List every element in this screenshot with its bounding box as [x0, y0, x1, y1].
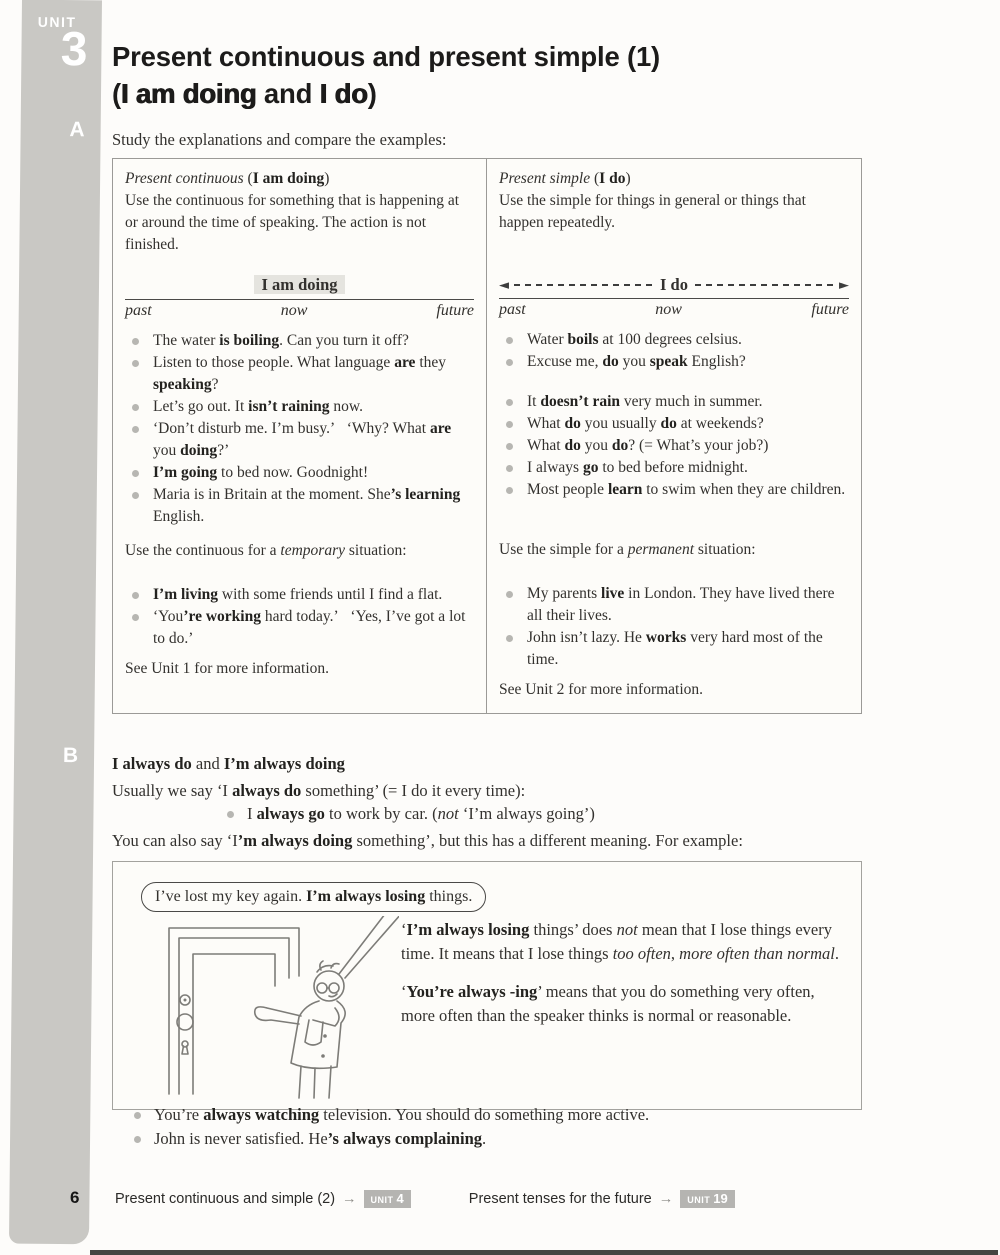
timeline-label: I do: [660, 275, 688, 294]
timeline-past: past: [499, 301, 526, 318]
footer-link-unit19: [469, 1190, 735, 1208]
section-b-final-examples: [112, 1103, 892, 1151]
arrow-right-icon: ►: [839, 277, 850, 293]
example-bullet: I always go to work by car. (not ‘I’m always going’): [112, 802, 860, 825]
section-b-heading: I always do and I’m always doing: [112, 754, 345, 773]
section-a-marker: A: [69, 118, 85, 142]
example-bullet: I’m going to bed now. Goodnight!: [125, 462, 474, 484]
example-bullet: John is never satisfied. He’s always complaining.: [112, 1127, 892, 1151]
example-bullet: Listen to those people. What language are they speaking?: [125, 352, 474, 396]
arrow-right-icon: →: [658, 1191, 674, 1207]
example-bullet: My parents live in London. They have lived there all their lives.: [499, 583, 849, 627]
timeline-label: I am doing: [254, 275, 344, 294]
page-title: [112, 38, 660, 112]
illustration-box: [112, 861, 862, 1110]
example-bullet: Maria is in Britain at the moment. She’s learning English.: [125, 484, 474, 528]
explanation-para2: ‘You’re always -ing’ means that you do something very often, more often than the speaker thinks is normal or reasonable.: [401, 982, 815, 1025]
section-b-para2: You can also say ‘I’m always doing something’, but this has a different meaning. For example:: [112, 831, 743, 850]
example-bullet: Let’s go out. It isn’t raining now.: [125, 396, 474, 418]
speech-bubble: I’ve lost my key again. I’m always losing things.: [141, 882, 486, 912]
timeline-now: now: [655, 301, 682, 318]
timeline-now: now: [280, 302, 308, 319]
example-bullet: I’m living with some friends until I find a flat.: [125, 584, 474, 606]
footer-cross-references: [115, 1190, 735, 1208]
man-at-door-illustration: [149, 916, 399, 1101]
example-bullet: John isn’t lazy. He works very hard most of the time.: [499, 627, 849, 671]
left-column-rule: Use the continuous for something that is happening at or around the time of speaking. The action is not finished.: [125, 192, 460, 253]
arrow-right-icon: →: [342, 1191, 357, 1207]
section-b: [112, 752, 860, 1110]
footer-link-label: Present continuous and simple (2): [115, 1191, 336, 1207]
footer-link-unit4: [115, 1190, 411, 1208]
example-bullet: What do you usually do at weekends?: [499, 413, 849, 435]
section-b-para1: Usually we say ‘I always do something’ (= I do it every time):: [112, 781, 526, 800]
explanation-para1: ‘I’m always losing things’ does not mean that I lose things every time. It means that I lose things too often, more often than normal.: [401, 920, 839, 963]
example-bullet: Most people learn to swim when they are children.: [499, 479, 849, 501]
explanation-text: [401, 918, 847, 1028]
simple-examples-repeated: [499, 391, 849, 501]
timeline-future: future: [436, 302, 474, 319]
permanent-subheading: Use the simple for a permanent situation:: [499, 541, 756, 558]
temporary-subheading: Use the continuous for a temporary situation:: [125, 542, 407, 559]
example-bullet: The water is boiling. Can you turn it off?: [125, 330, 474, 352]
section-a-intro: Study the explanations and compare the examples:: [112, 130, 447, 149]
temporary-examples: [125, 584, 474, 650]
unit-19-badge: UNIT 19: [680, 1190, 734, 1208]
dashed-line: [695, 284, 834, 286]
footer-link-label: Present tenses for the future: [468, 1191, 652, 1207]
page-number: 6: [70, 1188, 80, 1207]
example-bullet: It doesn’t rain very much in summer.: [499, 391, 849, 413]
permanent-examples: [499, 583, 849, 671]
comparison-table: [112, 158, 862, 714]
right-column-rule: Use the simple for things in general or things that happen repeatedly.: [499, 192, 806, 231]
simple-timeline: [499, 274, 849, 321]
simple-examples-general: [499, 329, 849, 373]
left-column-heading: Present continuous (I am doing): [125, 170, 330, 187]
see-unit-2-note: See Unit 2 for more information.: [499, 681, 704, 698]
present-simple-column: [487, 159, 861, 713]
example-bullet: ‘You’re working hard today.’ ‘Yes, I’ve got a lot to do.’: [125, 606, 474, 650]
see-unit-1-note: See Unit 1 for more information.: [125, 660, 330, 677]
unit-word-label: UNIT: [37, 13, 77, 31]
title-line1: Present continuous and present simple (1): [112, 41, 661, 72]
section-b-marker: B: [62, 744, 79, 768]
continuous-timeline: [125, 274, 474, 322]
example-bullet: Excuse me, do you speak English?: [499, 351, 849, 373]
title-line2: (I am doing and I do): [112, 78, 377, 109]
page-edge-shadow: [90, 1250, 998, 1255]
example-bullet: ‘Don’t disturb me. I’m busy.’ ‘Why? What are you doing?’: [125, 418, 474, 462]
section-b-example: [112, 802, 860, 825]
example-bullet: What do you do? (= What’s your job?): [499, 435, 849, 457]
dashed-line: [514, 284, 653, 286]
continuous-examples: [125, 330, 474, 528]
example-bullet: You’re always watching television. You should do something more active.: [112, 1103, 892, 1127]
unit-4-badge: UNIT 4: [364, 1190, 411, 1208]
unit-number: 3: [60, 22, 88, 77]
example-bullet: I always go to bed before midnight.: [499, 457, 849, 479]
timeline-future: future: [811, 301, 849, 318]
timeline-past: past: [125, 302, 152, 319]
example-bullet: Water boils at 100 degrees celsius.: [499, 329, 849, 351]
right-column-heading: Present simple (I do): [499, 170, 631, 187]
present-continuous-column: [113, 159, 487, 713]
arrow-left-icon: ◄: [499, 277, 509, 293]
unit-tab: [9, 0, 102, 1244]
